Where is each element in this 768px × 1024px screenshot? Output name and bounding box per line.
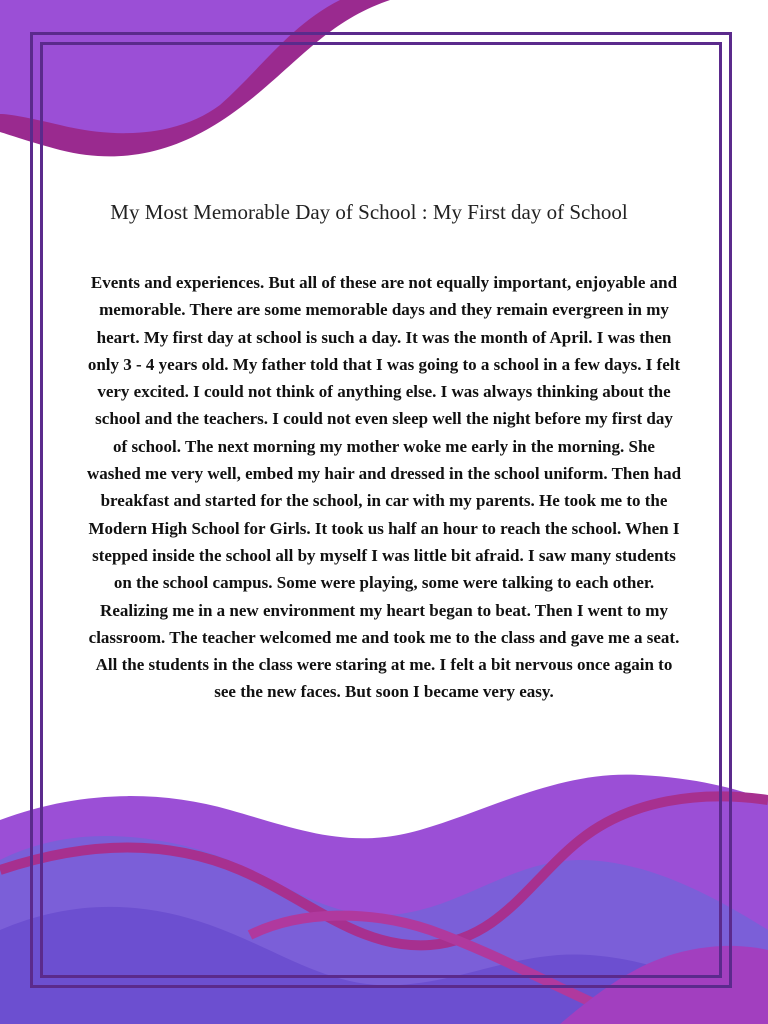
page-title: My Most Memorable Day of School : My First day of School	[110, 200, 628, 224]
essay-body: Events and experiences. But all of these are not equally important, enjoyable and memorable. There are some memorable days and they remain evergreen in my heart. My first day at school is such a day. It was the month of April. I was then only 3 - 4 years old. My father told that I was going to a school in a few days. I felt very excited. I could not think of anything else. I was always thinking about the school and the teachers. I could not even sleep well the night before my first day of school. The next morning my mother woke me early in the morning. She washed me very well, embed my hair and dressed in the school uniform. Then had breakfast and started for the school, in car with my parents. He took me to the Modern High School for Girls. It took us half an hour to reach the school. When I stepped inside the school all by myself I was little bit afraid. I saw many students on the school campus. Some were playing, some were talking to each other. Realizing me in a new environment my heart began to beat. Then I went to my classroom. The teacher welcomed me and took me to the class and gave me a seat. All the students in the class were staring at me. I felt a bit nervous once again to see the new faces. But soon I became very easy.	[86, 273, 682, 702]
